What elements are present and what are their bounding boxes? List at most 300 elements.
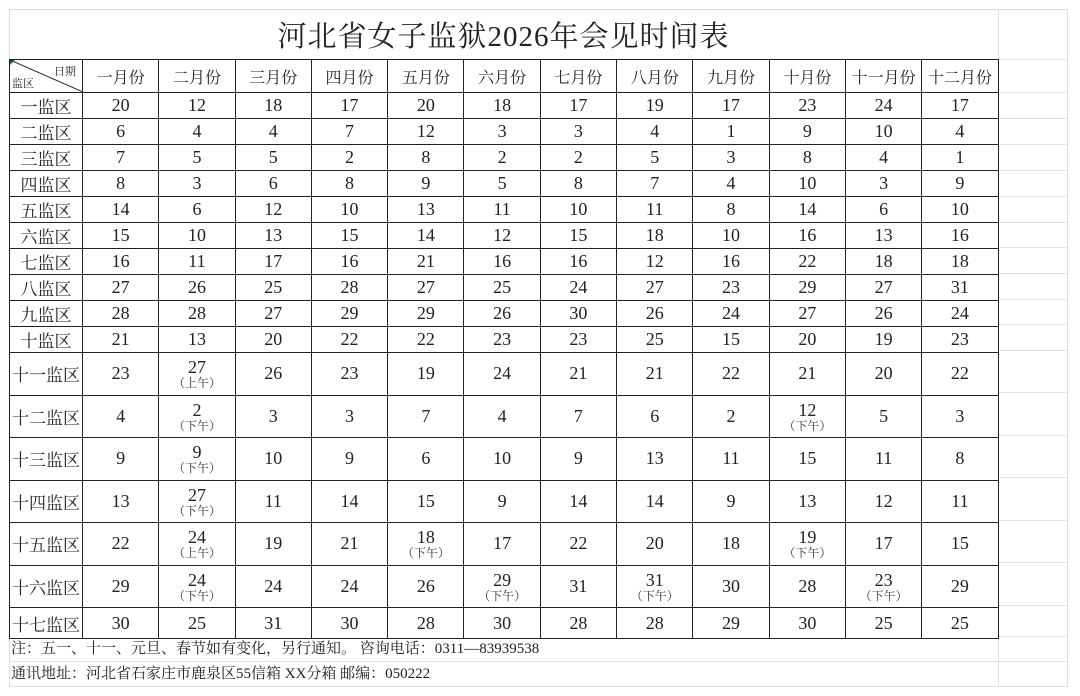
- visit-day-value: 16: [111, 251, 130, 271]
- visit-day-value: 28: [416, 612, 435, 633]
- visit-day-cell: [540, 301, 616, 327]
- page-title: 河北省女子监狱2026年会见时间表: [9, 9, 998, 60]
- visit-day-value: 14: [111, 199, 130, 219]
- visit-day-value: 12: [645, 251, 664, 271]
- month-header: 五月份: [388, 60, 464, 93]
- visit-day-cell: [922, 523, 998, 566]
- month-header: 四月份: [311, 60, 387, 93]
- visit-day-value: 6: [268, 173, 278, 193]
- visit-day-cell: [388, 438, 464, 481]
- visit-day-value: 28: [645, 612, 664, 633]
- visit-day-value: 27: [874, 277, 893, 297]
- visit-day-value: 20: [264, 329, 283, 349]
- visit-day-value: 6: [421, 448, 431, 469]
- visit-day-cell: [693, 275, 769, 301]
- visit-day-cell: [235, 480, 311, 523]
- visit-day-value: 15: [111, 225, 130, 245]
- visit-day-value: 27: [187, 357, 206, 378]
- visit-day-value: 12: [874, 490, 893, 511]
- visit-day-value: 9: [573, 448, 583, 469]
- visit-day-value: 19: [798, 527, 817, 548]
- zone-name-cell: 四监区: [10, 171, 83, 197]
- visit-day-value: 16: [950, 225, 969, 245]
- visit-day-value: 28: [111, 303, 130, 323]
- visit-day-value: 1: [726, 121, 736, 141]
- visit-day-value: 16: [340, 251, 359, 271]
- zone-name-cell: 十五监区: [10, 523, 83, 566]
- visit-day-cell: [311, 395, 387, 438]
- visit-day-value: 20: [874, 363, 893, 384]
- table-row: [10, 438, 999, 481]
- empty-column: [998, 9, 1068, 687]
- visit-day-value: 12: [798, 399, 817, 420]
- table-row: [10, 395, 999, 438]
- table-row: [10, 608, 999, 639]
- table-row: [10, 171, 999, 197]
- visit-day-value: 10: [798, 173, 817, 193]
- visit-day-value: 15: [798, 448, 817, 469]
- table-row: [10, 119, 999, 145]
- visit-day-cell: [464, 301, 540, 327]
- visit-day-cell: [159, 480, 235, 523]
- visit-day-value: 7: [345, 121, 355, 141]
- visit-day-cell: [159, 523, 235, 566]
- visit-day-value: 9: [726, 490, 736, 511]
- zone-name-cell: 十二监区: [10, 395, 83, 438]
- visit-day-cell: [83, 275, 159, 301]
- visit-day-value: 3: [955, 405, 965, 426]
- visit-day-cell: [769, 395, 845, 438]
- visit-day-value: 6: [116, 121, 126, 141]
- visit-day-cell: [159, 223, 235, 249]
- visit-day-cell: [693, 353, 769, 396]
- visit-day-cell: [845, 523, 921, 566]
- visit-day-cell: [235, 275, 311, 301]
- visit-day-value: 4: [650, 121, 660, 141]
- visit-day-cell: [83, 145, 159, 171]
- visit-day-value: 29: [798, 277, 817, 297]
- visit-day-cell: [617, 223, 693, 249]
- header-row: [10, 60, 999, 93]
- visit-day-value: 22: [798, 251, 817, 271]
- visit-day-value: 3: [726, 147, 736, 167]
- table-row: [10, 223, 999, 249]
- visit-day-value: 26: [645, 303, 664, 323]
- visit-day-cell: [159, 353, 235, 396]
- corner-date-label: 日期: [54, 66, 76, 78]
- visit-day-value: 20: [416, 95, 435, 115]
- visit-day-cell: [617, 171, 693, 197]
- visit-day-cell: [845, 438, 921, 481]
- visit-day-cell: [540, 353, 616, 396]
- visit-day-cell: [540, 249, 616, 275]
- visit-day-value: 2: [345, 147, 355, 167]
- table-row: [10, 480, 999, 523]
- visit-day-value: 14: [798, 199, 817, 219]
- visit-day-value: 1: [955, 147, 965, 167]
- visit-day-cell: [693, 171, 769, 197]
- visit-day-value: 18: [264, 95, 283, 115]
- visit-day-cell: [159, 171, 235, 197]
- visit-day-value: 31: [264, 612, 283, 633]
- visit-day-value: 4: [955, 121, 965, 141]
- visit-day-cell: [83, 523, 159, 566]
- visit-day-cell: [617, 93, 693, 119]
- visit-day-cell: [464, 145, 540, 171]
- visit-day-value: 13: [111, 490, 130, 511]
- visit-day-value: 6: [650, 405, 660, 426]
- visit-day-cell: [311, 93, 387, 119]
- month-header: 十二月份: [922, 60, 998, 93]
- corner-header-cell: [10, 60, 83, 93]
- table-row: [10, 327, 999, 353]
- visit-day-cell: [159, 301, 235, 327]
- visit-day-value: 21: [416, 251, 435, 271]
- visit-day-cell: [617, 480, 693, 523]
- visit-day-cell: [159, 197, 235, 223]
- visit-day-value: 6: [192, 199, 202, 219]
- visit-day-cell: [311, 223, 387, 249]
- visit-day-cell: [540, 327, 616, 353]
- zone-name-cell: 十一监区: [10, 353, 83, 396]
- visit-day-cell: [311, 353, 387, 396]
- visit-day-value: 23: [874, 569, 893, 590]
- visit-day-cell: [388, 565, 464, 608]
- visit-day-value: 28: [798, 575, 817, 596]
- visit-day-cell: [235, 395, 311, 438]
- visit-day-cell: [235, 301, 311, 327]
- visit-day-value: 30: [722, 575, 741, 596]
- visit-day-cell: [922, 93, 998, 119]
- visit-day-value: 22: [950, 363, 969, 384]
- visit-day-value: 13: [416, 199, 435, 219]
- visit-day-value: 12: [187, 95, 206, 115]
- visit-day-cell: [235, 565, 311, 608]
- visit-day-cell: [159, 249, 235, 275]
- visit-day-cell: [159, 275, 235, 301]
- visit-day-cell: [693, 145, 769, 171]
- visit-day-value: 7: [421, 405, 431, 426]
- visit-day-cell: [311, 275, 387, 301]
- visit-day-cell: [617, 275, 693, 301]
- visit-day-cell: [845, 327, 921, 353]
- time-of-day-note: （下午）: [172, 503, 221, 518]
- visit-day-cell: [83, 197, 159, 223]
- visit-day-cell: [388, 197, 464, 223]
- visit-day-cell: [388, 249, 464, 275]
- visit-day-value: 9: [497, 490, 507, 511]
- month-header: 九月份: [693, 60, 769, 93]
- visit-day-cell: [845, 145, 921, 171]
- visit-day-value: 24: [340, 575, 359, 596]
- visit-day-cell: [617, 438, 693, 481]
- visit-day-cell: [922, 119, 998, 145]
- visit-day-value: 22: [340, 329, 359, 349]
- time-of-day-note: （下午）: [783, 418, 832, 433]
- visit-day-value: 22: [569, 533, 588, 554]
- visit-day-value: 11: [188, 251, 206, 271]
- visit-day-cell: [845, 395, 921, 438]
- visit-day-cell: [693, 438, 769, 481]
- visit-day-value: 9: [192, 442, 202, 463]
- visit-day-value: 27: [416, 277, 435, 297]
- visit-day-value: 9: [345, 448, 355, 469]
- visit-day-value: 20: [645, 533, 664, 554]
- visit-day-value: 24: [187, 527, 206, 548]
- table-row: [10, 353, 999, 396]
- visit-day-value: 29: [722, 612, 741, 633]
- visit-day-cell: [769, 523, 845, 566]
- visit-day-cell: [388, 353, 464, 396]
- visit-day-value: 25: [950, 612, 969, 633]
- visit-day-value: 10: [950, 199, 969, 219]
- visit-day-value: 29: [493, 569, 512, 590]
- visit-day-value: 21: [340, 533, 359, 554]
- visit-day-value: 23: [950, 329, 969, 349]
- visit-day-value: 24: [874, 95, 893, 115]
- visit-day-value: 19: [645, 95, 664, 115]
- visit-day-value: 15: [722, 329, 741, 349]
- visit-day-cell: [388, 395, 464, 438]
- visit-day-cell: [922, 395, 998, 438]
- visit-day-value: 21: [645, 363, 664, 384]
- visit-day-value: 11: [493, 199, 511, 219]
- visit-day-cell: [922, 249, 998, 275]
- visit-day-cell: [235, 119, 311, 145]
- visit-day-value: 10: [874, 121, 893, 141]
- visit-day-cell: [311, 145, 387, 171]
- visit-day-value: 17: [340, 95, 359, 115]
- visit-day-value: 14: [340, 490, 359, 511]
- visit-day-value: 14: [416, 225, 435, 245]
- visit-day-value: 24: [569, 277, 588, 297]
- visit-day-cell: [693, 395, 769, 438]
- visit-day-cell: [388, 171, 464, 197]
- visit-day-cell: [388, 608, 464, 639]
- visit-day-cell: [845, 353, 921, 396]
- visit-schedule-table: [9, 59, 999, 639]
- time-of-day-note: （下午）: [630, 588, 679, 603]
- visit-day-cell: [845, 197, 921, 223]
- visit-day-cell: [464, 119, 540, 145]
- visit-day-cell: [769, 275, 845, 301]
- visit-day-cell: [464, 523, 540, 566]
- visit-day-value: 5: [192, 147, 202, 167]
- visit-day-cell: [617, 301, 693, 327]
- visit-day-value: 27: [645, 277, 664, 297]
- visit-day-cell: [769, 438, 845, 481]
- visit-day-cell: [464, 353, 540, 396]
- zone-name-cell: 五监区: [10, 197, 83, 223]
- visit-day-cell: [845, 119, 921, 145]
- visit-day-cell: [540, 145, 616, 171]
- visit-day-cell: [922, 145, 998, 171]
- visit-day-value: 23: [111, 363, 130, 384]
- visit-day-cell: [845, 249, 921, 275]
- time-of-day-note: （下午）: [401, 546, 450, 561]
- visit-day-cell: [311, 327, 387, 353]
- visit-day-cell: [617, 145, 693, 171]
- visit-day-value: 27: [798, 303, 817, 323]
- visit-day-cell: [388, 301, 464, 327]
- visit-day-value: 17: [722, 95, 741, 115]
- visit-day-cell: [845, 301, 921, 327]
- visit-day-cell: [922, 480, 998, 523]
- visit-day-cell: [235, 523, 311, 566]
- visit-day-cell: [464, 197, 540, 223]
- visit-day-cell: [464, 608, 540, 639]
- zone-name-cell: 二监区: [10, 119, 83, 145]
- visit-day-cell: [693, 301, 769, 327]
- visit-day-value: 16: [569, 251, 588, 271]
- visit-day-value: 12: [416, 121, 435, 141]
- visit-day-cell: [769, 327, 845, 353]
- visit-day-cell: [311, 608, 387, 639]
- visit-day-cell: [845, 93, 921, 119]
- visit-day-value: 16: [493, 251, 512, 271]
- visit-day-value: 4: [268, 121, 278, 141]
- visit-day-cell: [617, 249, 693, 275]
- visit-day-cell: [235, 145, 311, 171]
- visit-day-cell: [540, 93, 616, 119]
- visit-day-value: 22: [722, 363, 741, 384]
- visit-day-cell: [693, 93, 769, 119]
- visit-day-value: 18: [645, 225, 664, 245]
- visit-day-cell: [235, 249, 311, 275]
- visit-day-value: 26: [416, 575, 435, 596]
- visit-day-value: 12: [264, 199, 283, 219]
- visit-day-value: 10: [493, 448, 512, 469]
- visit-day-cell: [769, 353, 845, 396]
- visit-day-cell: [769, 301, 845, 327]
- visit-day-value: 17: [569, 95, 588, 115]
- visit-day-cell: [464, 171, 540, 197]
- time-of-day-note: （下午）: [172, 461, 221, 476]
- visit-day-value: 27: [264, 303, 283, 323]
- visit-day-cell: [464, 93, 540, 119]
- visit-day-value: 21: [798, 363, 817, 384]
- visit-day-value: 14: [569, 490, 588, 511]
- visit-day-value: 30: [798, 612, 817, 633]
- visit-day-cell: [235, 353, 311, 396]
- visit-day-value: 29: [340, 303, 359, 323]
- visit-day-cell: [540, 197, 616, 223]
- visit-day-value: 26: [187, 277, 206, 297]
- visit-day-cell: [464, 275, 540, 301]
- visit-day-value: 8: [802, 147, 812, 167]
- table-row: [10, 249, 999, 275]
- zone-name-cell: 一监区: [10, 93, 83, 119]
- time-of-day-note: （下午）: [172, 418, 221, 433]
- visit-day-cell: [83, 249, 159, 275]
- visit-day-value: 24: [950, 303, 969, 323]
- visit-day-cell: [540, 171, 616, 197]
- zone-name-cell: 三监区: [10, 145, 83, 171]
- visit-day-value: 18: [874, 251, 893, 271]
- visit-day-cell: [693, 327, 769, 353]
- visit-day-value: 13: [798, 490, 817, 511]
- month-header: 十一月份: [845, 60, 921, 93]
- visit-day-cell: [235, 197, 311, 223]
- visit-day-cell: [83, 301, 159, 327]
- visit-day-value: 13: [874, 225, 893, 245]
- time-of-day-note: （下午）: [859, 588, 908, 603]
- visit-day-value: 25: [645, 329, 664, 349]
- visit-day-cell: [464, 223, 540, 249]
- visit-day-value: 31: [645, 569, 664, 590]
- visit-day-value: 24: [722, 303, 741, 323]
- visit-day-cell: [83, 327, 159, 353]
- visit-day-cell: [922, 171, 998, 197]
- visit-day-value: 19: [264, 533, 283, 554]
- visit-day-value: 10: [264, 448, 283, 469]
- visit-day-cell: [83, 171, 159, 197]
- visit-day-value: 15: [950, 533, 969, 554]
- visit-day-value: 28: [187, 303, 206, 323]
- visit-day-value: 15: [340, 225, 359, 245]
- visit-day-cell: [540, 119, 616, 145]
- visit-day-value: 11: [646, 199, 664, 219]
- visit-day-cell: [311, 197, 387, 223]
- visit-day-value: 30: [569, 303, 588, 323]
- visit-day-value: 4: [879, 147, 889, 167]
- visit-day-cell: [769, 171, 845, 197]
- visit-day-value: 14: [645, 490, 664, 511]
- visit-day-cell: [388, 523, 464, 566]
- visit-day-cell: [159, 119, 235, 145]
- visit-day-cell: [83, 395, 159, 438]
- month-header: 二月份: [159, 60, 235, 93]
- visit-day-cell: [617, 197, 693, 223]
- visit-day-cell: [617, 119, 693, 145]
- visit-day-value: 23: [569, 329, 588, 349]
- visit-day-cell: [922, 353, 998, 396]
- visit-day-cell: [388, 480, 464, 523]
- visit-day-value: 7: [573, 405, 583, 426]
- visit-day-value: 25: [264, 277, 283, 297]
- visit-day-cell: [83, 608, 159, 639]
- visit-day-value: 24: [187, 569, 206, 590]
- visit-day-cell: [159, 438, 235, 481]
- visit-day-value: 12: [493, 225, 512, 245]
- zone-name-cell: 九监区: [10, 301, 83, 327]
- visit-day-value: 3: [192, 173, 202, 193]
- visit-day-cell: [617, 565, 693, 608]
- zone-name-cell: 十监区: [10, 327, 83, 353]
- visit-day-value: 21: [569, 363, 588, 384]
- visit-day-value: 13: [264, 225, 283, 245]
- visit-day-value: 23: [722, 277, 741, 297]
- visit-day-value: 29: [111, 575, 130, 596]
- zone-name-cell: 十七监区: [10, 608, 83, 639]
- visit-day-cell: [235, 438, 311, 481]
- visit-day-value: 3: [268, 405, 278, 426]
- visit-day-cell: [159, 93, 235, 119]
- visit-day-cell: [464, 565, 540, 608]
- visit-day-value: 8: [726, 199, 736, 219]
- visit-day-cell: [83, 119, 159, 145]
- corner-zone-label: 监区: [12, 78, 34, 90]
- visit-day-value: 18: [416, 527, 435, 548]
- visit-day-cell: [159, 565, 235, 608]
- visit-day-value: 13: [645, 448, 664, 469]
- visit-day-value: 27: [187, 484, 206, 505]
- month-header: 三月份: [235, 60, 311, 93]
- visit-day-cell: [922, 438, 998, 481]
- visit-day-cell: [540, 608, 616, 639]
- visit-day-value: 16: [722, 251, 741, 271]
- visit-day-value: 19: [874, 329, 893, 349]
